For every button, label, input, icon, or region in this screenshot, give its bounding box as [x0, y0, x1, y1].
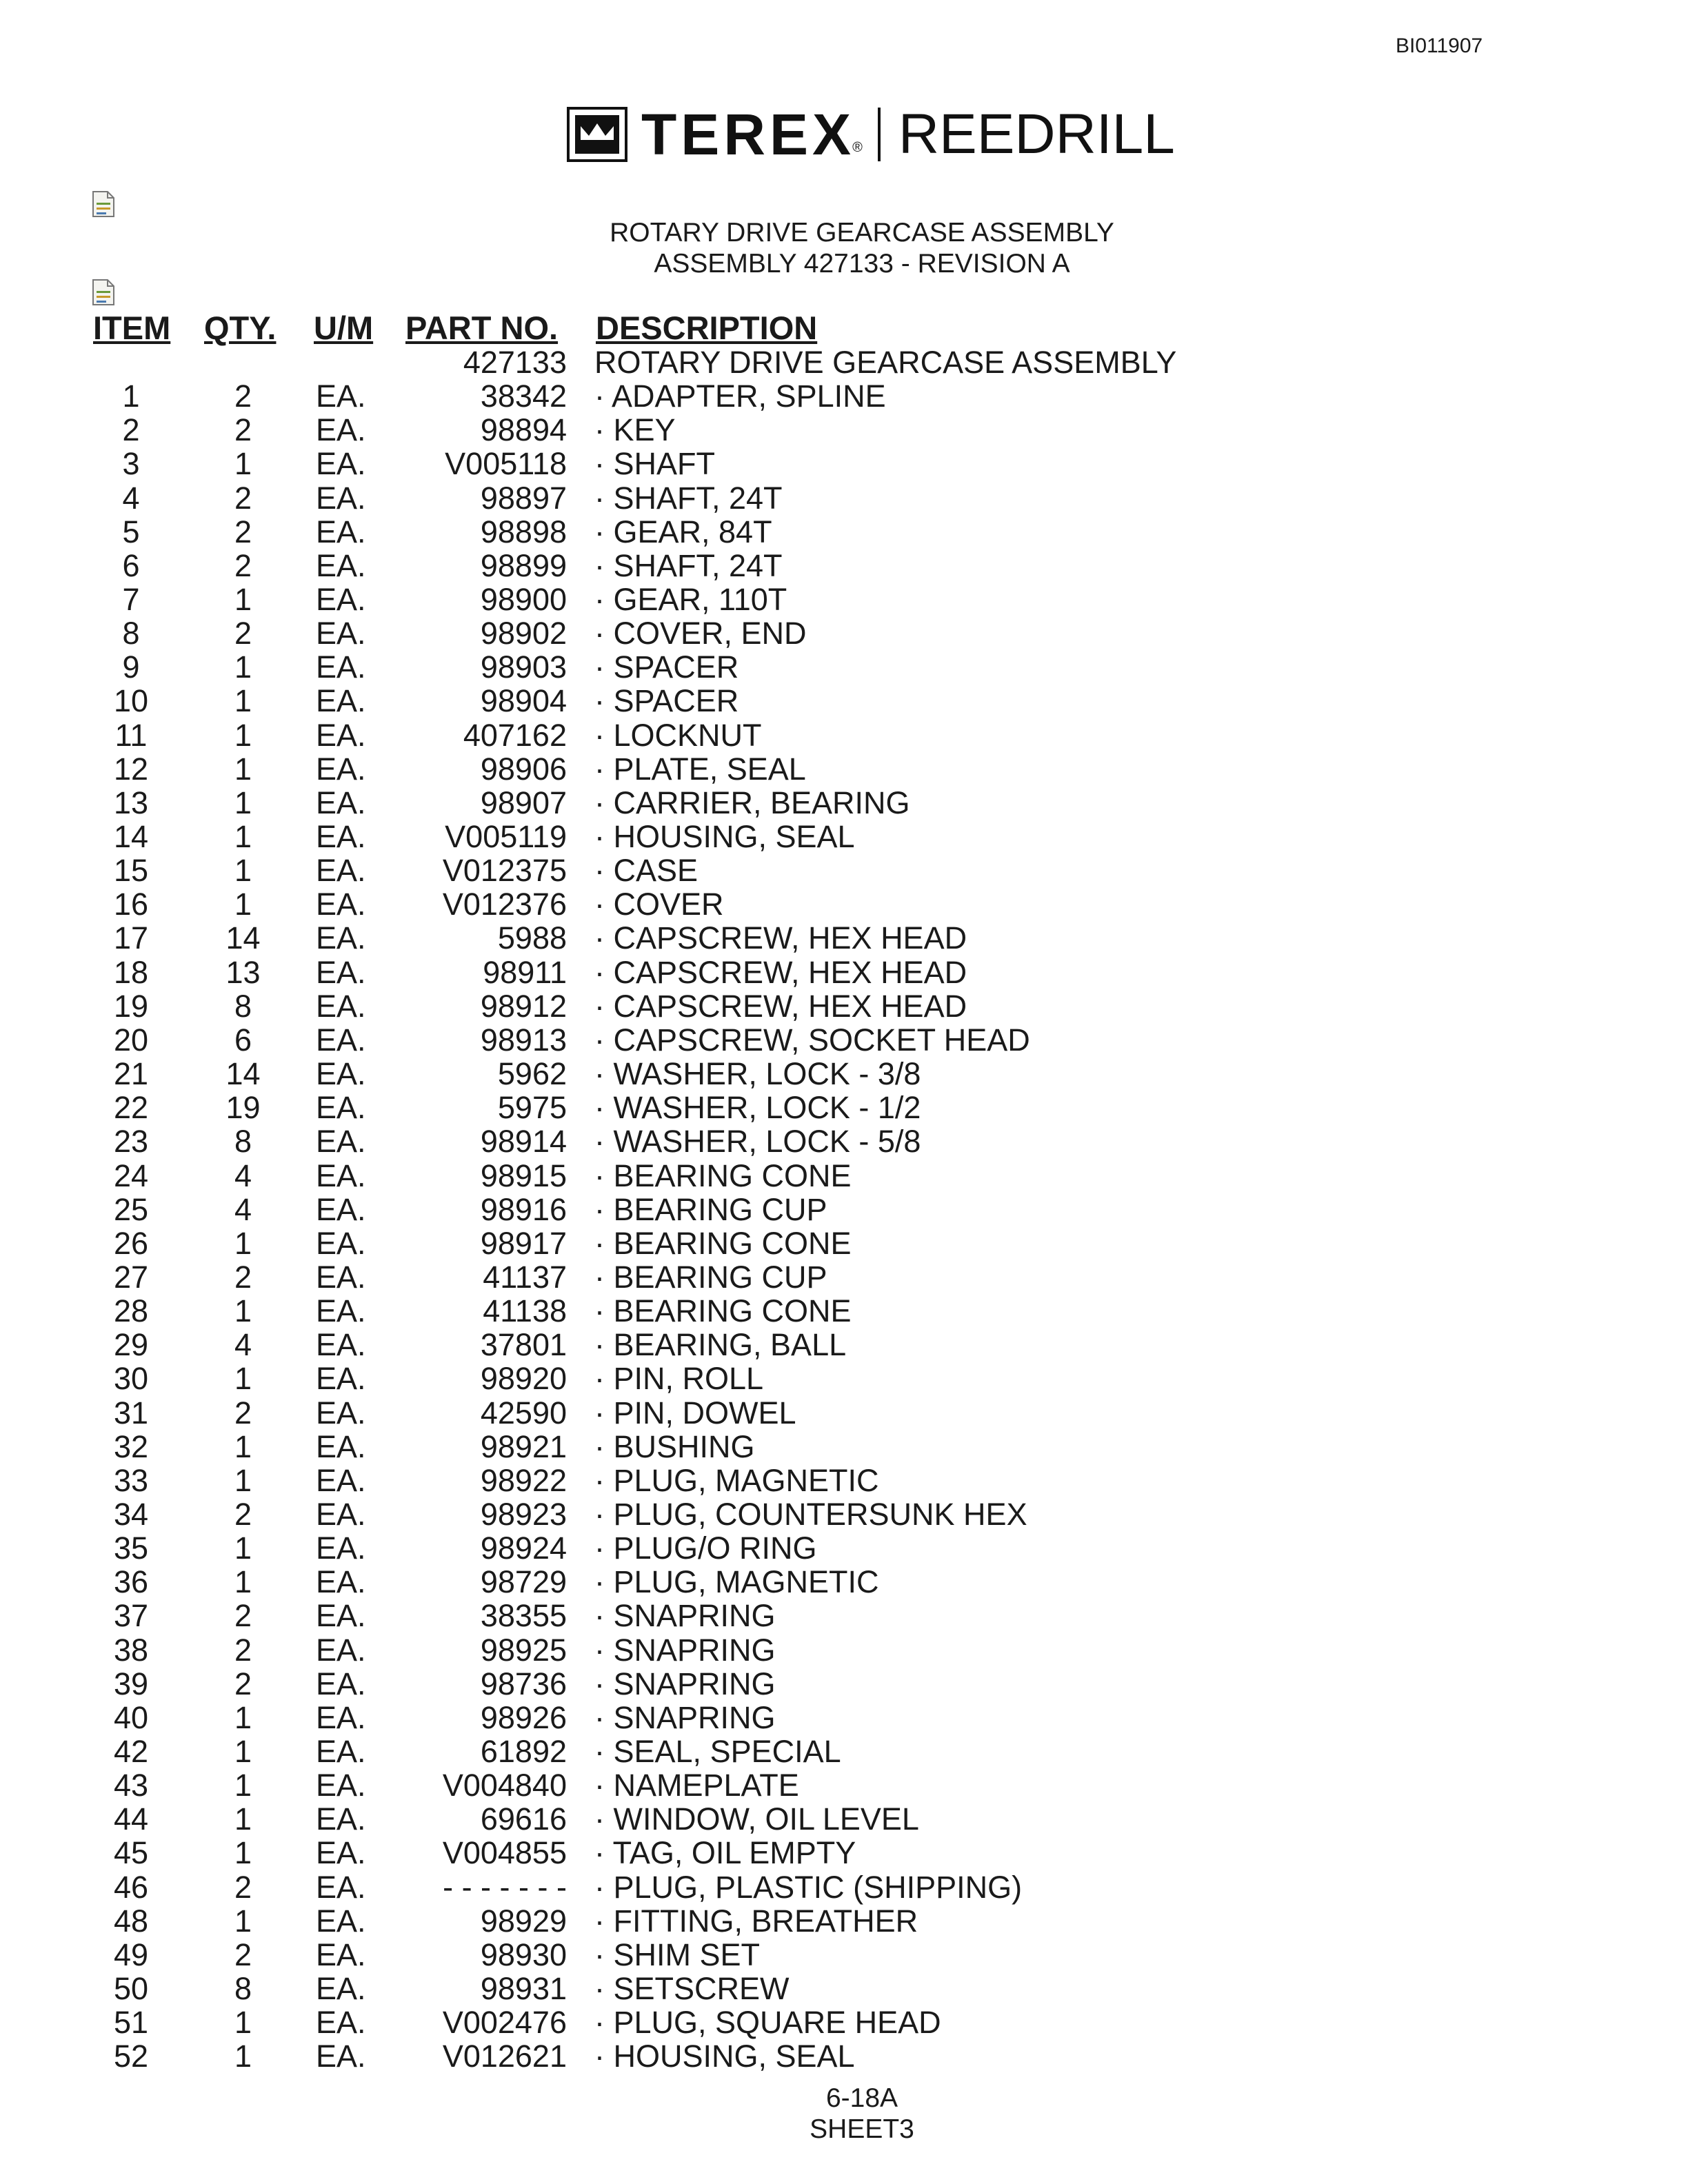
- item-number: 49: [113, 1937, 149, 1972]
- description: · CAPSCREW, HEX HEAD: [594, 920, 967, 956]
- part-number: 5962: [497, 1056, 567, 1091]
- description: · SNAPRING: [594, 1598, 776, 1634]
- part-number: V012621: [442, 2039, 567, 2074]
- logo-brand: TEREX: [641, 102, 856, 167]
- quantity: 19: [225, 1090, 261, 1126]
- item-number: 25: [113, 1191, 149, 1227]
- unit-of-measure: EA.: [316, 1293, 366, 1328]
- unit-of-measure: EA.: [316, 1124, 366, 1160]
- unit-of-measure: EA.: [316, 1056, 366, 1091]
- unit-of-measure: EA.: [316, 2039, 366, 2074]
- item-number: 28: [113, 1293, 149, 1328]
- quantity: 1: [234, 1801, 252, 1837]
- document-file-icon[interactable]: [91, 279, 116, 306]
- quantity: 2: [234, 547, 252, 583]
- column-header-part-no: PART NO.: [405, 310, 559, 346]
- unit-of-measure: EA.: [316, 1734, 366, 1769]
- description: · ADAPTER, SPLINE: [594, 378, 886, 414]
- document-file-icon[interactable]: [91, 190, 116, 218]
- part-number: 98911: [483, 954, 567, 990]
- description: · SNAPRING: [594, 1666, 776, 1701]
- unit-of-measure: EA.: [316, 514, 366, 549]
- quantity: 2: [234, 514, 252, 549]
- item-number: 21: [113, 1056, 149, 1091]
- quantity: 4: [234, 1157, 252, 1193]
- item-number: 33: [113, 1462, 149, 1498]
- description: · PIN, ROLL: [594, 1361, 764, 1397]
- item-number: 2: [122, 412, 140, 448]
- quantity: 13: [225, 954, 261, 990]
- description: · PLUG, MAGNETIC: [594, 1564, 879, 1600]
- part-number: 98926: [480, 1699, 567, 1735]
- part-number: 98912: [480, 988, 567, 1024]
- description: · PLUG, PLASTIC (SHIPPING): [594, 1869, 1023, 1905]
- item-number: 9: [122, 649, 140, 685]
- part-number: 98922: [480, 1462, 567, 1498]
- part-number: 98931: [480, 1971, 567, 2006]
- unit-of-measure: EA.: [316, 920, 366, 956]
- part-number: 38342: [480, 378, 567, 414]
- part-number: 41137: [483, 1259, 567, 1295]
- quantity: 2: [234, 378, 252, 414]
- description: · SPACER: [594, 649, 739, 685]
- part-number: 61892: [480, 1734, 567, 1769]
- part-number: 98729: [480, 1564, 567, 1600]
- quantity: 1: [234, 853, 252, 889]
- item-number: 32: [113, 1428, 149, 1464]
- description: · CAPSCREW, HEX HEAD: [594, 954, 967, 990]
- item-number: 24: [113, 1157, 149, 1193]
- item-number: 12: [113, 751, 149, 787]
- item-number: 35: [113, 1530, 149, 1566]
- registered-mark: ®: [852, 140, 863, 155]
- unit-of-measure: EA.: [316, 1666, 366, 1701]
- item-number: 16: [113, 887, 149, 922]
- description: · WASHER, LOCK - 5/8: [594, 1124, 921, 1160]
- item-number: 39: [113, 1666, 149, 1701]
- description: · SNAPRING: [594, 1699, 776, 1735]
- quantity: 4: [234, 1191, 252, 1227]
- document-id: BI011907: [1396, 34, 1483, 57]
- item-number: 10: [113, 683, 149, 719]
- part-number: V004855: [442, 1835, 567, 1871]
- part-number: 98916: [480, 1191, 567, 1227]
- quantity: 2: [234, 1395, 252, 1430]
- unit-of-measure: EA.: [316, 1835, 366, 1871]
- unit-of-measure: EA.: [316, 547, 366, 583]
- terex-crown-icon: [567, 107, 627, 162]
- description: · SHAFT, 24T: [594, 547, 783, 583]
- item-number: 15: [113, 853, 149, 889]
- description: · CAPSCREW, SOCKET HEAD: [594, 1022, 1030, 1058]
- item-number: 4: [122, 480, 140, 516]
- unit-of-measure: EA.: [316, 1022, 366, 1058]
- sheet-number: SHEET3: [810, 2114, 914, 2144]
- part-number: 5975: [497, 1090, 567, 1126]
- item-number: 44: [113, 1801, 149, 1837]
- unit-of-measure: EA.: [316, 446, 366, 482]
- quantity: 1: [234, 818, 252, 854]
- part-number: V012375: [442, 853, 567, 889]
- description: · BEARING CONE: [594, 1225, 852, 1261]
- logo-divider: [878, 108, 881, 161]
- item-number: 43: [113, 1768, 149, 1803]
- description: · PLATE, SEAL: [594, 751, 806, 787]
- description: · SHAFT: [594, 446, 715, 482]
- description: · FITTING, BREATHER: [594, 1903, 918, 1939]
- column-header-item: ITEM: [93, 310, 171, 346]
- description: · SNAPRING: [594, 1632, 776, 1668]
- item-number: 14: [113, 818, 149, 854]
- part-number: V002476: [442, 2005, 567, 2041]
- quantity: 2: [234, 1496, 252, 1532]
- description: · LOCKNUT: [594, 717, 762, 753]
- part-number: 5988: [497, 920, 567, 956]
- part-number: 98917: [480, 1225, 567, 1261]
- description: · HOUSING, SEAL: [594, 2039, 855, 2074]
- document-title: ROTARY DRIVE GEARCASE ASSEMBLY: [610, 218, 1114, 247]
- unit-of-measure: EA.: [316, 581, 366, 617]
- part-number: 98898: [480, 514, 567, 549]
- part-number: 427133: [463, 345, 567, 380]
- unit-of-measure: EA.: [316, 1259, 366, 1295]
- item-number: 8: [122, 616, 140, 651]
- description: · SEAL, SPECIAL: [594, 1734, 841, 1769]
- description: · KEY: [594, 412, 676, 448]
- item-number: 42: [113, 1734, 149, 1769]
- unit-of-measure: EA.: [316, 480, 366, 516]
- quantity: 1: [234, 1428, 252, 1464]
- quantity: 2: [234, 1937, 252, 1972]
- quantity: 1: [234, 1361, 252, 1397]
- description: · BEARING, BALL: [594, 1327, 847, 1363]
- description: · SHIM SET: [594, 1937, 761, 1972]
- item-number: 34: [113, 1496, 149, 1532]
- quantity: 1: [234, 1903, 252, 1939]
- item-number: 26: [113, 1225, 149, 1261]
- quantity: 2: [234, 1259, 252, 1295]
- item-number: 13: [113, 785, 149, 820]
- unit-of-measure: EA.: [316, 1564, 366, 1600]
- quantity: 6: [234, 1022, 252, 1058]
- quantity: 14: [225, 1056, 261, 1091]
- unit-of-measure: EA.: [316, 378, 366, 414]
- part-number: 98903: [480, 649, 567, 685]
- description: · NAMEPLATE: [594, 1768, 799, 1803]
- quantity: 1: [234, 2039, 252, 2074]
- unit-of-measure: EA.: [316, 1395, 366, 1430]
- unit-of-measure: EA.: [316, 683, 366, 719]
- unit-of-measure: EA.: [316, 1598, 366, 1634]
- quantity: 1: [234, 751, 252, 787]
- description: · TAG, OIL EMPTY: [594, 1835, 856, 1871]
- description: · BUSHING: [594, 1428, 755, 1464]
- description: · BEARING CUP: [594, 1259, 827, 1295]
- unit-of-measure: EA.: [316, 818, 366, 854]
- unit-of-measure: EA.: [316, 988, 366, 1024]
- description: · BEARING CUP: [594, 1191, 827, 1227]
- column-header-description: DESCRIPTION: [596, 310, 818, 346]
- item-number: 31: [113, 1395, 149, 1430]
- unit-of-measure: EA.: [316, 1699, 366, 1735]
- quantity: 2: [234, 1598, 252, 1634]
- item-number: 38: [113, 1632, 149, 1668]
- unit-of-measure: EA.: [316, 1462, 366, 1498]
- part-number: V012376: [442, 887, 567, 922]
- part-number: V004840: [442, 1768, 567, 1803]
- unit-of-measure: EA.: [316, 717, 366, 753]
- part-number: 98925: [480, 1632, 567, 1668]
- unit-of-measure: EA.: [316, 1157, 366, 1193]
- unit-of-measure: EA.: [316, 1530, 366, 1566]
- part-number: 41138: [483, 1293, 567, 1328]
- item-number: 36: [113, 1564, 149, 1600]
- part-number: 98930: [480, 1937, 567, 1972]
- description: · GEAR, 110T: [594, 581, 787, 617]
- part-number: 407162: [463, 717, 567, 753]
- part-number: 98897: [480, 480, 567, 516]
- part-number: - - - - - - -: [443, 1869, 567, 1905]
- part-number: V005119: [445, 818, 567, 854]
- column-header-qty: QTY.: [204, 310, 277, 346]
- unit-of-measure: EA.: [316, 1496, 366, 1532]
- part-number: 98907: [480, 785, 567, 820]
- quantity: 1: [234, 649, 252, 685]
- item-number: 20: [113, 1022, 149, 1058]
- description: · CARRIER, BEARING: [594, 785, 910, 820]
- item-number: 6: [122, 547, 140, 583]
- column-header-um: U/M: [314, 310, 374, 346]
- item-number: 30: [113, 1361, 149, 1397]
- unit-of-measure: EA.: [316, 853, 366, 889]
- description: · WASHER, LOCK - 3/8: [594, 1056, 921, 1091]
- item-number: 1: [122, 378, 140, 414]
- item-number: 51: [113, 2005, 149, 2041]
- unit-of-measure: EA.: [316, 1971, 366, 2006]
- unit-of-measure: EA.: [316, 1090, 366, 1126]
- part-number: 98899: [480, 547, 567, 583]
- description: · GEAR, 84T: [594, 514, 772, 549]
- unit-of-measure: EA.: [316, 2005, 366, 2041]
- part-number: 98736: [480, 1666, 567, 1701]
- description: · PLUG, MAGNETIC: [594, 1462, 879, 1498]
- quantity: 1: [234, 1462, 252, 1498]
- part-number: 98914: [480, 1124, 567, 1160]
- quantity: 1: [234, 2005, 252, 2041]
- description: ROTARY DRIVE GEARCASE ASSEMBLY: [594, 345, 1177, 380]
- quantity: 2: [234, 1632, 252, 1668]
- item-number: 37: [113, 1598, 149, 1634]
- part-number: V005118: [445, 446, 567, 482]
- quantity: 14: [225, 920, 261, 956]
- unit-of-measure: EA.: [316, 785, 366, 820]
- unit-of-measure: EA.: [316, 1632, 366, 1668]
- quantity: 2: [234, 480, 252, 516]
- quantity: 2: [234, 1869, 252, 1905]
- quantity: 1: [234, 1835, 252, 1871]
- quantity: 8: [234, 1124, 252, 1160]
- description: · SETSCREW: [594, 1971, 790, 2006]
- unit-of-measure: EA.: [316, 1937, 366, 1972]
- part-number: 98923: [480, 1496, 567, 1532]
- part-number: 98906: [480, 751, 567, 787]
- quantity: 1: [234, 785, 252, 820]
- assembly-revision: ASSEMBLY 427133 - REVISION A: [654, 249, 1070, 279]
- part-number: 69616: [480, 1801, 567, 1837]
- part-number: 98900: [480, 581, 567, 617]
- unit-of-measure: EA.: [316, 1428, 366, 1464]
- description: · WINDOW, OIL LEVEL: [594, 1801, 919, 1837]
- quantity: 8: [234, 1971, 252, 2006]
- item-number: 19: [113, 988, 149, 1024]
- item-number: 11: [114, 717, 148, 753]
- description: · PLUG, COUNTERSUNK HEX: [594, 1496, 1027, 1532]
- description: · BEARING CONE: [594, 1293, 852, 1328]
- description: · CASE: [594, 853, 699, 889]
- quantity: 1: [234, 887, 252, 922]
- description: · COVER, END: [594, 616, 807, 651]
- description: · SPACER: [594, 683, 739, 719]
- part-number: 98929: [480, 1903, 567, 1939]
- unit-of-measure: EA.: [316, 1903, 366, 1939]
- part-number: 37801: [480, 1327, 567, 1363]
- item-number: 46: [113, 1869, 149, 1905]
- unit-of-measure: EA.: [316, 1869, 366, 1905]
- item-number: 5: [122, 514, 140, 549]
- description: · SHAFT, 24T: [594, 480, 783, 516]
- description: · HOUSING, SEAL: [594, 818, 855, 854]
- unit-of-measure: EA.: [316, 1361, 366, 1397]
- item-number: 23: [113, 1124, 149, 1160]
- quantity: 1: [234, 1768, 252, 1803]
- unit-of-measure: EA.: [316, 1191, 366, 1227]
- part-number: 98904: [480, 683, 567, 719]
- part-number: 42590: [480, 1395, 567, 1430]
- part-number: 98902: [480, 616, 567, 651]
- item-number: 7: [122, 581, 140, 617]
- item-number: 45: [113, 1835, 149, 1871]
- description: · PIN, DOWEL: [594, 1395, 796, 1430]
- item-number: 48: [113, 1903, 149, 1939]
- part-number: 38355: [480, 1598, 567, 1634]
- unit-of-measure: EA.: [316, 1225, 366, 1261]
- description: · WASHER, LOCK - 1/2: [594, 1090, 921, 1126]
- quantity: 1: [234, 1734, 252, 1769]
- quantity: 1: [234, 1699, 252, 1735]
- item-number: 40: [113, 1699, 149, 1735]
- quantity: 1: [234, 446, 252, 482]
- unit-of-measure: EA.: [316, 954, 366, 990]
- description: · CAPSCREW, HEX HEAD: [594, 988, 967, 1024]
- item-number: 27: [113, 1259, 149, 1295]
- description: · PLUG/O RING: [594, 1530, 817, 1566]
- description: · PLUG, SQUARE HEAD: [594, 2005, 941, 2041]
- quantity: 2: [234, 1666, 252, 1701]
- terex-reedrill-logo: [567, 103, 1175, 165]
- part-number: 98920: [480, 1361, 567, 1397]
- quantity: 4: [234, 1327, 252, 1363]
- quantity: 1: [234, 1225, 252, 1261]
- item-number: 29: [113, 1327, 149, 1363]
- part-number: 98894: [480, 412, 567, 448]
- part-number: 98915: [480, 1157, 567, 1193]
- part-number: 98913: [480, 1022, 567, 1058]
- quantity: 1: [234, 717, 252, 753]
- description: · COVER: [594, 887, 724, 922]
- item-number: 50: [113, 1971, 149, 2006]
- part-number: 98921: [480, 1428, 567, 1464]
- item-number: 18: [113, 954, 149, 990]
- item-number: 3: [122, 446, 140, 482]
- quantity: 2: [234, 412, 252, 448]
- item-number: 22: [113, 1090, 149, 1126]
- unit-of-measure: EA.: [316, 1327, 366, 1363]
- item-number: 17: [113, 920, 149, 956]
- quantity: 1: [234, 683, 252, 719]
- unit-of-measure: EA.: [316, 751, 366, 787]
- quantity: 1: [234, 581, 252, 617]
- quantity: 8: [234, 988, 252, 1024]
- description: · BEARING CONE: [594, 1157, 852, 1193]
- unit-of-measure: EA.: [316, 616, 366, 651]
- page-number: 6-18A: [825, 2083, 898, 2113]
- unit-of-measure: EA.: [316, 649, 366, 685]
- quantity: 1: [234, 1293, 252, 1328]
- quantity: 1: [234, 1530, 252, 1566]
- quantity: 2: [234, 616, 252, 651]
- unit-of-measure: EA.: [316, 1801, 366, 1837]
- logo-product-line: REEDRILL: [898, 103, 1175, 165]
- item-number: 52: [113, 2039, 149, 2074]
- quantity: 1: [234, 1564, 252, 1600]
- unit-of-measure: EA.: [316, 887, 366, 922]
- part-number: 98924: [480, 1530, 567, 1566]
- unit-of-measure: EA.: [316, 412, 366, 448]
- unit-of-measure: EA.: [316, 1768, 366, 1803]
